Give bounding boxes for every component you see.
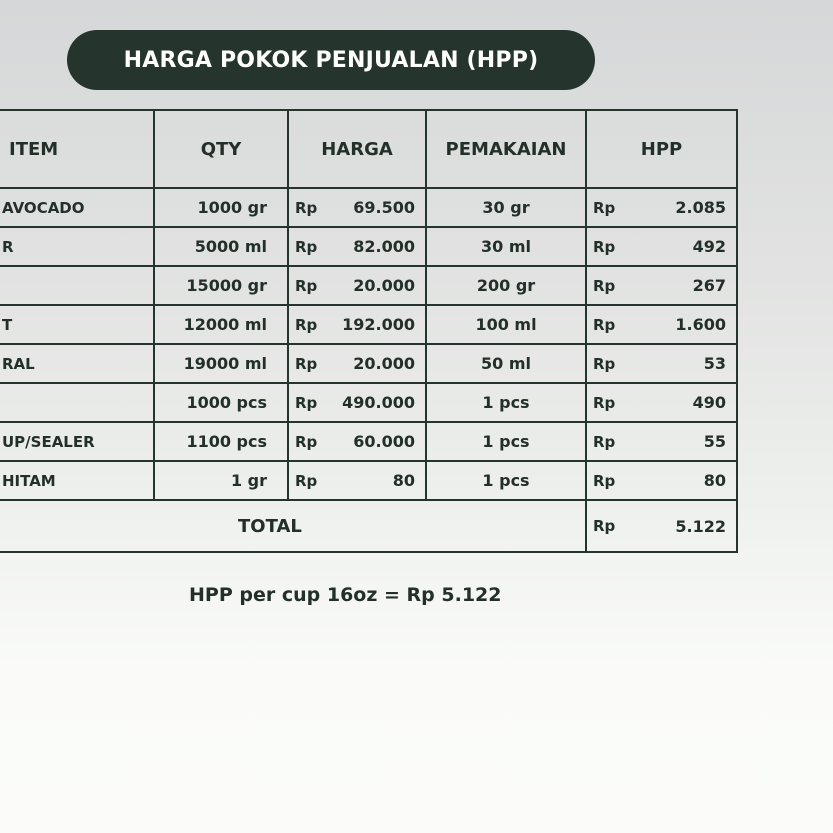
harga-value: 60.000 — [353, 432, 415, 451]
currency-label: Rp — [593, 354, 616, 373]
title-banner — [67, 30, 595, 90]
item-cell: HITAM — [0, 461, 154, 500]
hpp-table — [0, 109, 738, 553]
hpp-cell — [586, 305, 737, 344]
item-cell: T — [0, 305, 154, 344]
item-cell: RAL — [0, 344, 154, 383]
total-hpp-cell — [586, 500, 737, 552]
table-row — [0, 305, 737, 344]
header-harga: HARGA — [288, 110, 426, 188]
qty-cell: 19000 ml — [154, 344, 288, 383]
currency-label: Rp — [593, 315, 616, 334]
header-pemakaian: PEMAKAIAN — [426, 110, 586, 188]
currency-label: Rp — [593, 432, 616, 451]
harga-cell — [288, 383, 426, 422]
harga-cell — [288, 461, 426, 500]
hpp-cell — [586, 461, 737, 500]
page-title: HARGA POKOK PENJUALAN (HPP) — [123, 47, 539, 73]
qty-cell: 1000 gr — [154, 188, 288, 227]
harga-cell — [288, 344, 426, 383]
total-label: TOTAL — [0, 500, 586, 552]
currency-label: Rp — [593, 393, 616, 412]
item-cell — [0, 266, 154, 305]
hpp-cell — [586, 344, 737, 383]
currency-label: Rp — [295, 393, 318, 412]
hpp-cell — [586, 188, 737, 227]
hpp-cell — [586, 383, 737, 422]
qty-cell: 1000 pcs — [154, 383, 288, 422]
pemakaian-cell: 50 ml — [426, 344, 586, 383]
qty-cell: 15000 gr — [154, 266, 288, 305]
qty-cell: 1100 pcs — [154, 422, 288, 461]
total-value: 5.122 — [675, 516, 726, 536]
table-row — [0, 422, 737, 461]
currency-label: Rp — [295, 276, 318, 295]
item-cell: R — [0, 227, 154, 266]
header-qty: QTY — [154, 110, 288, 188]
currency-label: Rp — [295, 315, 318, 334]
hpp-value: 53 — [703, 354, 726, 373]
currency-label: Rp — [593, 237, 616, 256]
header-hpp: HPP — [586, 110, 737, 188]
pemakaian-cell: 200 gr — [426, 266, 586, 305]
table-row — [0, 266, 737, 305]
currency-label: Rp — [593, 471, 616, 490]
hpp-value: 492 — [692, 237, 726, 256]
currency-label: Rp — [295, 198, 318, 217]
hpp-cell — [586, 266, 737, 305]
hpp-per-cup-note: HPP per cup 16oz = Rp 5.122 — [189, 584, 502, 606]
item-cell: UP/SEALER — [0, 422, 154, 461]
table-header-row — [0, 110, 737, 188]
qty-cell: 1 gr — [154, 461, 288, 500]
harga-cell — [288, 266, 426, 305]
pemakaian-cell: 30 gr — [426, 188, 586, 227]
table-row — [0, 383, 737, 422]
header-item: ITEM — [0, 110, 154, 188]
pemakaian-cell: 1 pcs — [426, 383, 586, 422]
pemakaian-cell: 30 ml — [426, 227, 586, 266]
currency-label: Rp — [593, 198, 616, 217]
harga-cell — [288, 188, 426, 227]
total-row — [0, 500, 737, 552]
currency-label: Rp — [593, 276, 616, 295]
hpp-cell — [586, 227, 737, 266]
pemakaian-cell: 100 ml — [426, 305, 586, 344]
qty-cell: 5000 ml — [154, 227, 288, 266]
pemakaian-cell: 1 pcs — [426, 461, 586, 500]
harga-cell — [288, 422, 426, 461]
hpp-value: 80 — [703, 471, 726, 490]
hpp-value: 490 — [692, 393, 726, 412]
table-row — [0, 461, 737, 500]
currency-label: Rp — [295, 354, 318, 373]
harga-value: 69.500 — [353, 198, 415, 217]
currency-label: Rp — [593, 517, 616, 535]
hpp-value: 2.085 — [675, 198, 726, 217]
hpp-value: 55 — [703, 432, 726, 451]
hpp-value: 1.600 — [675, 315, 726, 334]
hpp-cell — [586, 422, 737, 461]
harga-value: 192.000 — [342, 315, 415, 334]
qty-cell: 12000 ml — [154, 305, 288, 344]
currency-label: Rp — [295, 237, 318, 256]
harga-value: 80 — [392, 471, 415, 490]
harga-value: 20.000 — [353, 276, 415, 295]
table-row — [0, 344, 737, 383]
harga-value: 82.000 — [353, 237, 415, 256]
item-cell — [0, 383, 154, 422]
table-row — [0, 227, 737, 266]
harga-value: 490.000 — [342, 393, 415, 412]
harga-value: 20.000 — [353, 354, 415, 373]
harga-cell — [288, 227, 426, 266]
pemakaian-cell: 1 pcs — [426, 422, 586, 461]
harga-cell — [288, 305, 426, 344]
currency-label: Rp — [295, 471, 318, 490]
item-cell: AVOCADO — [0, 188, 154, 227]
hpp-value: 267 — [692, 276, 726, 295]
table-row — [0, 188, 737, 227]
currency-label: Rp — [295, 432, 318, 451]
